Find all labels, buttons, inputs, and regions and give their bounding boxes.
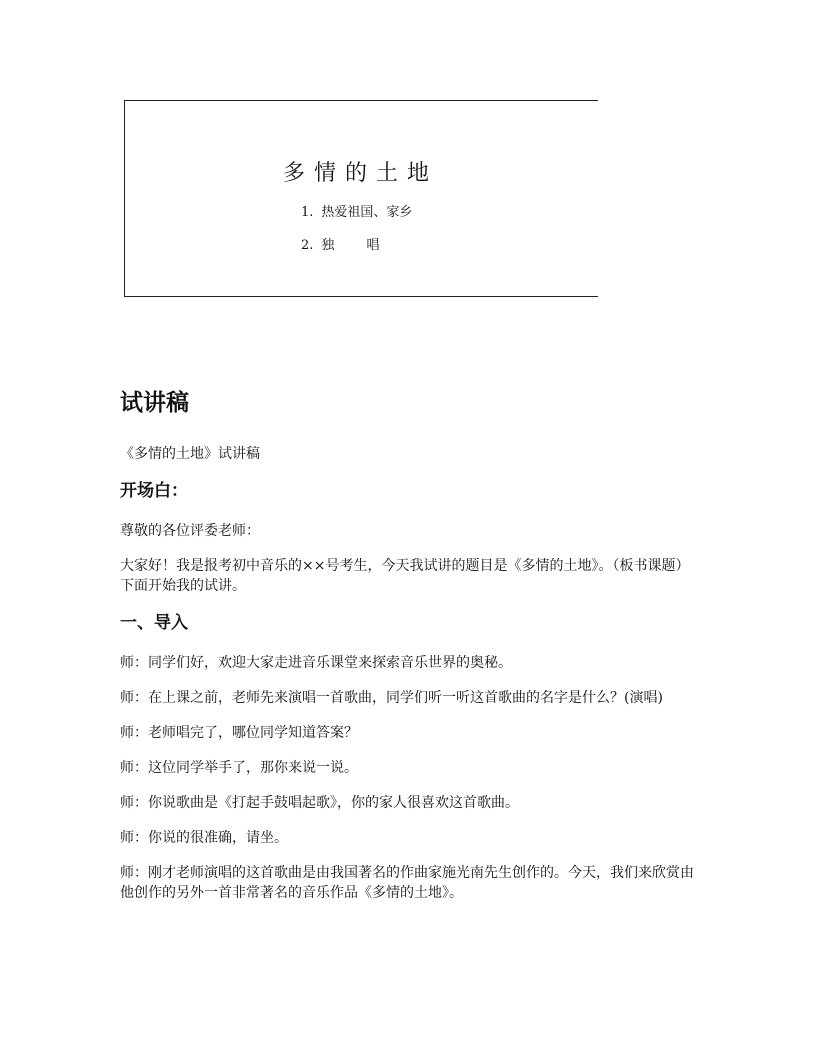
paragraph: 师：在上课之前，老师先来演唱一首歌曲，同学们听一听这首歌曲的名字是什么？(演唱) [120, 690, 663, 706]
board-item-1 [301, 201, 412, 220]
section-heading-opening: 开场白： [120, 481, 188, 501]
board-item-text: 独 唱 [321, 238, 394, 253]
section-heading-introduction: 一、导入 [120, 613, 188, 633]
board-item-2 [301, 234, 394, 253]
paragraph: 师：你说的很准确，请坐。 [120, 830, 288, 846]
paragraph: 师：刚才老师演唱的这首歌曲是由我国著名的作曲家施光南先生创作的。今天，我们来欣赏由他创作的另外一首非常著名的音乐作品《多情的土地》。 [120, 865, 694, 901]
board-item-number: 1. [301, 205, 314, 220]
paragraph: 师：老师唱完了，哪位同学知道答案？ [120, 725, 358, 741]
board-title: 多情的土地 [283, 161, 439, 186]
paragraph: 师：你说歌曲是《打起手鼓唱起歌》，你的家人很喜欢这首歌曲。 [120, 795, 519, 811]
paragraph: 大家好！我是报考初中音乐的××号考生，今天我试讲的题目是《多情的土地》。（板书课题）下面开始我的试讲。 [120, 558, 690, 594]
paragraph: 师：同学们好，欢迎大家走进音乐课堂来探索音乐世界的奥秘。 [120, 655, 512, 671]
document-body [120, 388, 700, 918]
paragraph: 尊敬的各位评委老师： [120, 523, 260, 539]
paragraph: 师：这位同学举手了，那你来说一说。 [120, 760, 358, 776]
board-item-number: 2. [301, 238, 314, 253]
document-subtitle: 《多情的土地》试讲稿 [120, 446, 260, 462]
document-title: 试讲稿 [120, 390, 189, 416]
board-item-text: 热爱祖国、家乡 [321, 205, 413, 220]
blackboard-design [124, 100, 598, 297]
